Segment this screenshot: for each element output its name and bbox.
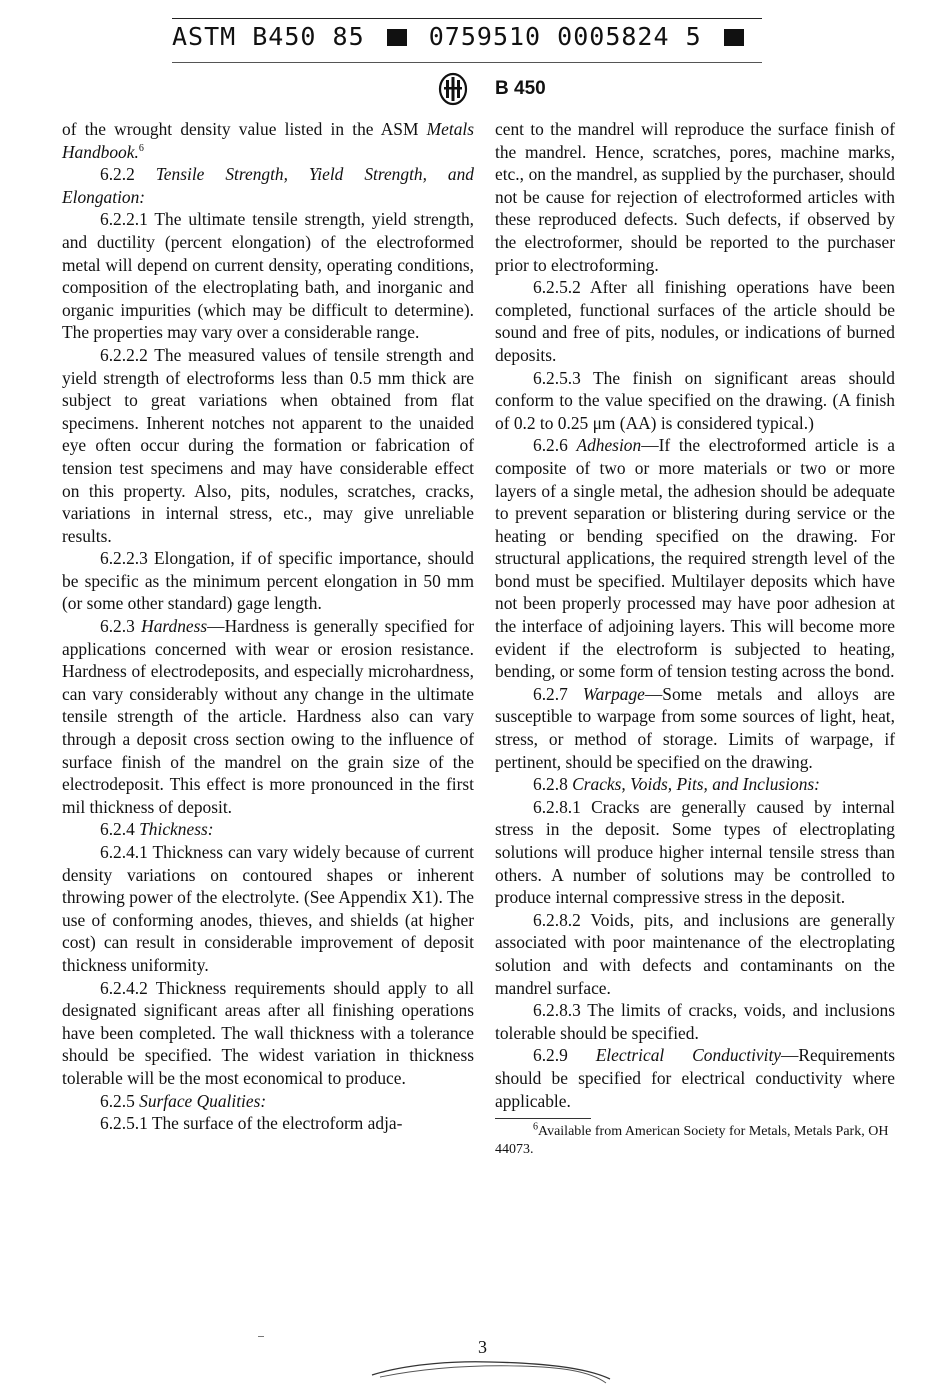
header-code-part2: 0759510 0005824 5 (428, 22, 702, 51)
footnote (495, 1123, 895, 1159)
footnote-rule (495, 1118, 591, 1119)
standard-designation: B 450 (495, 78, 546, 99)
paragraph: 6.2.2.1 The ultimate tensile strength, yield strength, and ductility (percent elongation) of the electroformed metal will depend on current density, operating conditions, composition of the electroplating bath, and inorganic and organic impurities (which may be difficult to determine). The properties may vary over a considerable range. (62, 209, 474, 343)
paragraph (495, 434, 895, 683)
section-number: 6.2.2 (100, 164, 135, 185)
section-title: Hardness (141, 616, 208, 637)
decorative-swoosh-icon (370, 1355, 620, 1387)
paragraph: 6.2.4.1 Thickness can vary widely because of current density variations on contoured shapes or inherent throwing power of the electrolyte. (See Appendix X1). The use of conforming anodes, thieves, and shields (at higher cost) can result in considerable improvement of deposit thickness uniformity. (62, 842, 474, 975)
header-top-rule (172, 18, 762, 19)
paragraph (62, 118, 474, 163)
paragraph: 6.2.2.2 The measured values of tensile strength and yield strength of electroforms less than 0.5 mm thick are subject to great variations when obtained from flat specimens. Inherent notches not apparent to the unaided eye often occur during the formation or fabrication of tension test specimens and may have considerable effect on this property. Also, pits, nodules, scratches, cracks, variations in internal stress, etc., may give unreliable results. (62, 344, 474, 546)
section-number: 6.2.3 (100, 616, 135, 637)
paragraph (495, 1044, 895, 1112)
text: —Some metals and alloys are susceptible to warpage from some sources of light, heat, stress, or method of storage. Limits of warpage, if pertinent, should be specified on the drawing. (495, 683, 895, 772)
text: —Requirements should be specified for electrical conductivity where applicable. (495, 1045, 895, 1111)
text-italic: Metals Handbook. (62, 119, 474, 162)
paragraph: 6.2.8.1 Cracks are generally caused by internal stress in the deposit. Some types of electroplating solutions will produce higher internal tensile stress than others. A number of solutions may be controlled to produce internal compressive stress in the deposit. (495, 796, 895, 908)
section-number: 6.2.7 (533, 683, 568, 704)
header-code (172, 22, 762, 51)
astm-logo-icon (438, 72, 468, 106)
text: —If the electroformed article is a composite of two or more materials or two or more layers of a single metal, the adhesion should be adequate to prevent separation or blistering during service or the heating or bending specified on the drawing. For structural applications, the required strength level of the bond must be specified. Multilayer deposits which have not been properly processed may have poor adhesion at the interface of adjoining layers. This will become more evident if the electroform is subjected to heating, bending, or some form of tension testing across the bond. (495, 435, 895, 682)
header-block-mark-2 (724, 29, 744, 46)
section-title: Warpage (582, 683, 645, 704)
paragraph (62, 615, 474, 818)
section-title: Electrical Conductivity (595, 1045, 782, 1066)
text: —Hardness is generally specified for applications concerned with wear or erosion resistance. Hardness of electrodeposits, and especially microhardness, can vary considerably without any change in the ultimate tensile strength of the article. Hardness also can vary through a deposit cross section owing to the influence of surface finish of the mandrel on the grain size of the electrodeposit. This effect is more pronounced in the first mil thickness of deposit. (62, 616, 474, 817)
section-number: 6.2.5 (100, 1090, 135, 1111)
left-column (62, 118, 474, 1135)
right-column (495, 118, 895, 1159)
section-number: 6.2.4 (100, 819, 135, 840)
section-number: 6.2.6 (533, 435, 568, 456)
section-title: Adhesion (576, 435, 642, 456)
section-title: Thickness: (139, 819, 214, 840)
section-title: Tensile Strength, Yield Strength, and Elongation: (62, 164, 474, 207)
paragraph: 6.2.4.2 Thickness requirements should apply to all designated significant areas after all finishing operations have been completed. The wall thickness with a tolerance should be specified. The widest variation in thickness tolerable will be the most economical to produce. (62, 977, 474, 1088)
paragraph: 6.2.5.1 The surface of the electroform adja- (100, 1113, 403, 1134)
paragraph: cent to the mandrel will reproduce the surface finish of the mandrel. Hence, scratches, pores, machine marks, etc., on the mandrel, as supplied by the purchaser, should not be cause for rejection of electroformed articles with these reproduced defects. Such defects, if observed by the electroformer, should be reported to the purchaser prior to electroforming. (495, 119, 895, 275)
text: of the wrought density value listed in the ASM (62, 119, 419, 139)
footnote-ref: 6 (138, 142, 144, 154)
scan-mark (258, 1336, 264, 1337)
footnote-marker: 6 (533, 1121, 538, 1133)
header-block-mark (387, 29, 407, 46)
section-heading (62, 163, 474, 208)
paragraph: 6.2.5.2 After all finishing operations have been completed, functional surfaces of the article should be sound and free of pits, nodules, or indications of burned deposits. (495, 277, 895, 365)
section-heading (62, 1090, 474, 1113)
section-heading (495, 773, 895, 796)
section-number: 6.2.9 (533, 1045, 568, 1066)
section-title: Cracks, Voids, Pits, and Inclusions: (572, 774, 820, 795)
paragraph: 6.2.8.3 The limits of cracks, voids, and inclusions tolerable should be specified. (495, 1000, 895, 1043)
paragraph: 6.2.8.2 Voids, pits, and inclusions are generally associated with poor maintenance of the electroplating solution and with defects and contaminants on the mandrel surface. (495, 909, 895, 998)
paragraph: 6.2.2.3 Elongation, if of specific importance, should be specific as the minimum percent elongation in 50 mm (or some other standard) gage length. (62, 548, 474, 614)
page-number: 3 (478, 1337, 487, 1357)
footnote-text: Available from American Society for Metals, Metals Park, OH 44073. (495, 1124, 889, 1158)
header-rule (172, 62, 762, 63)
paragraph: 6.2.5.3 The finish on significant areas should conform to the value specified on the drawing. (A finish of 0.2 to 0.25 μm (AA) is considered typical.) (495, 367, 895, 433)
paragraph (495, 683, 895, 773)
section-heading (62, 818, 474, 841)
header-code-part1: ASTM B450 85 (172, 22, 365, 51)
section-number: 6.2.8 (533, 774, 568, 795)
section-title: Surface Qualities: (139, 1090, 267, 1111)
